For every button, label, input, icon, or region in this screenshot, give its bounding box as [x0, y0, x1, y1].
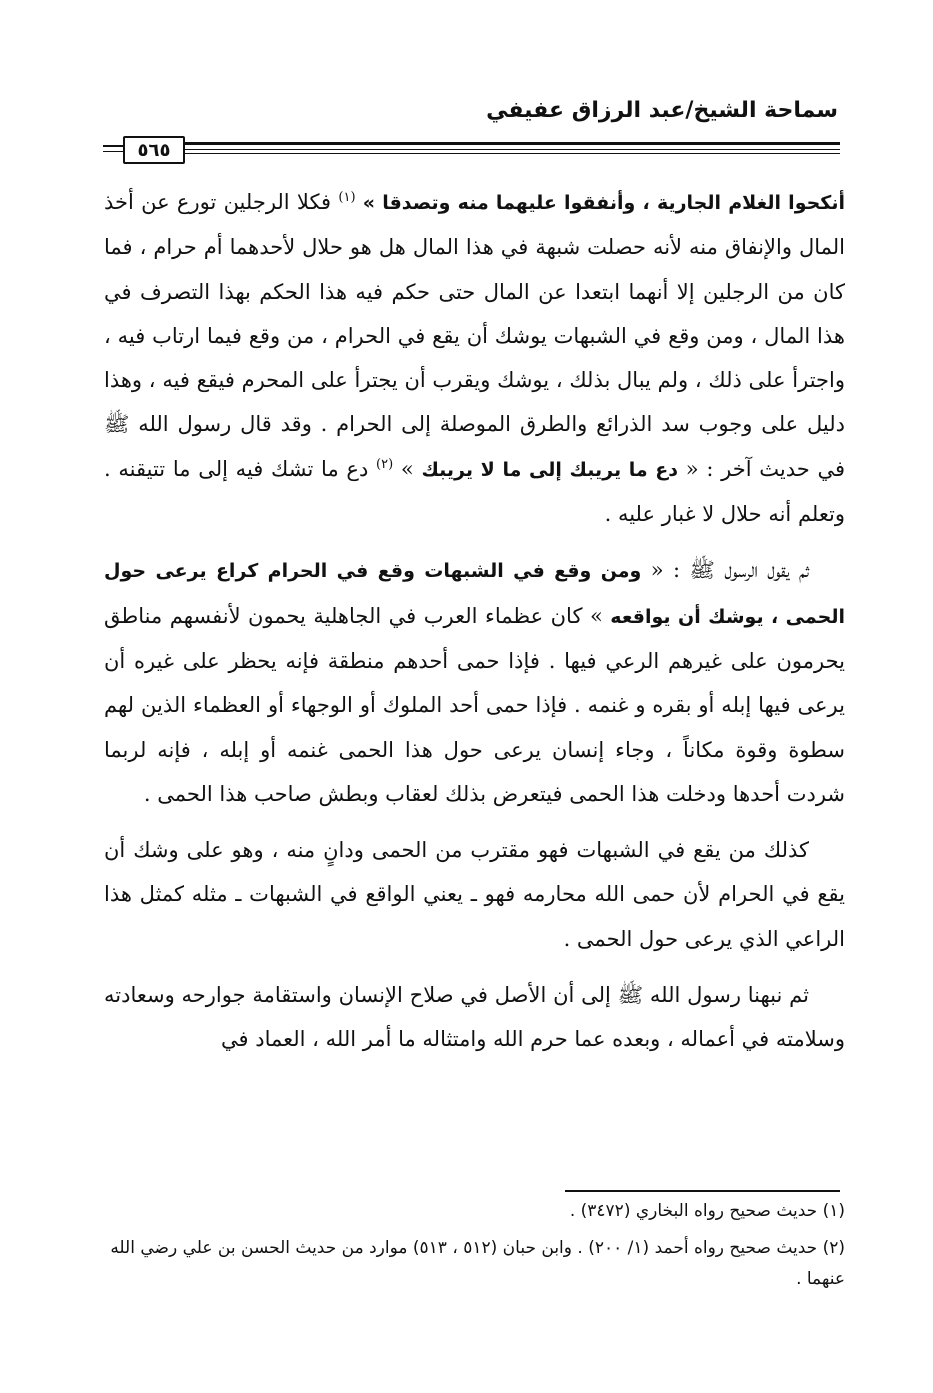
paragraph-text: » كان عظماء العرب في الجاهلية يحمون لأنفسهم مناطق يحرمون على غيرهم الرعي فيها . فإذا حمى أحدهم منطقة فإنه يحظر على غيره أن يرعى فيها إبله أو بقره و غنمه . فإذا حمى أحد الملوك أو الوجهاء أو العظماء الذين لهم سطوة وقوة مكاناً ، وجاء إنسان يرعى حول هذا الحمى غنمه أو إبله ، فإنه لربما شردت أحدها ودخلت هذا الحمى فيتعرض بذلك لعقاب وبطش صاحب هذا الحمى . — [104, 603, 845, 806]
footnote-ref-2: (٢) — [376, 456, 394, 472]
paragraph-2 — [104, 548, 845, 816]
hadith-quote-bold: أنكحوا الغلام الجارية ، وأنفقوا عليهما منه وتصدقا » — [355, 192, 845, 214]
header-rule-left-tick-thin — [103, 151, 123, 152]
footnote-separator — [565, 1190, 840, 1192]
main-text — [104, 180, 845, 1074]
footnote-ref-1: (١) — [338, 190, 356, 205]
paragraph-1 — [104, 180, 845, 536]
paragraph-text: دع ما تشك فيه إلى ما تتيقنه . وتعلم أنه حلال لا غبار عليه . — [104, 456, 845, 527]
header-rule-double-line — [183, 142, 840, 150]
paragraph-text: فكلا الرجلين تورع عن أخذ المال والإنفاق منه لأنه حصلت شبهة في هذا المال هل هو حلال لأحدهما أم حرام ، فما كان من الرجلين إلا أنهما ابتعدا عن المال حتى حكم فيه هذا الحكم بهذا التصرف في هذا المال ، ومن وقع في الشبهات يوشك أن يقع في الحرام ، من وقع فيما ارتاب فيه ، واجترأ على ذلك ، ولم يبال بذلك ، يوشك ويقرب أن يجترأ على المحرم فيقع فيه ، وهذا دليل على وجوب سد الذرائع والطرق الموصلة إلى الحرام . وقد قال رسول الله ﷺ في حديث آخر : « — [104, 190, 845, 481]
header-rule-thin-line — [183, 153, 840, 154]
footnote-2: (٢) حديث صحيح رواه أحمد (١/ ٢٠٠) . وابن حبان (٥١٢ ، ٥١٣) موارد من حديث الحسن بن علي رضي الله عنهما . — [110, 1238, 845, 1289]
paragraph-3: كذلك من يقع في الشبهات فهو مقترب من الحمى ودانٍ منه ، وهو على وشك أن يقع في الحرام لأن حمى الله محارمه فهو ـ يعني الواقع في الشبهات ـ مثله كمثل هذا الراعي الذي يرعى حول الحمى . — [104, 838, 845, 951]
paragraph-text: ثم يقول الرسول ﷺ : « — [641, 558, 809, 583]
page-number: ٥٦٥ — [123, 136, 185, 164]
paragraph-4: ثم نبهنا رسول الله ﷺ إلى أن الأصل في صلاح الإنسان واستقامة جوارحه وسعادته وسلامته في أعماله ، وبعده عما حرم الله وامتثاله ما أمر الله ، العماد في — [104, 983, 845, 1052]
footnote-1: (١) حديث صحيح رواه البخاري (٣٤٧٢) . — [569, 1201, 845, 1221]
paragraph-text: » — [393, 456, 422, 481]
header-rule-left-tick — [103, 145, 123, 147]
hadith-quote-bold: ومن وقع في الشبهات وقع في الحرام كراع يرعى حول الحمى ، يوشك أن يواقعه — [104, 560, 845, 628]
header-rule — [103, 136, 840, 166]
hadith-quote-bold: دع ما يريبك إلى ما لا يريبك — [421, 458, 679, 481]
footnotes — [104, 1196, 845, 1301]
running-header-title: سماحة الشيخ/عبد الرزاق عفيفي — [486, 98, 838, 123]
